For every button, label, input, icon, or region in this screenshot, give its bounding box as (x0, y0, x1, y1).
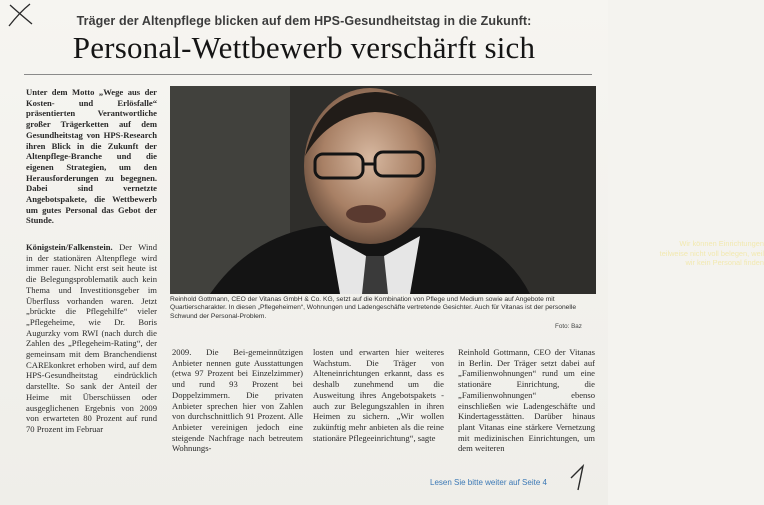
handwritten-page-number (565, 462, 595, 492)
article-column-2 (172, 347, 303, 477)
column-3-text: losten und erwarten hier weiteres Wachstum. Die Träger von Alteneinrichtungen erkannt, dass es deshalb zunehmend um die Ausweitung ihres Angebotspakets - auch zur Belegungszahlen in ihren Heimen zu sichern. „Wir wollen zukünftig mehr anbieten als die reine stationäre Pflegeeinrichtung“, sagte (313, 347, 444, 443)
lead-column (26, 87, 157, 237)
column-4-text: Reinhold Gottmann, CEO der Vitanas in Berlin. Der Träger setzt dabei auf „Familienwohnungen“ rund um eine stationäre Einrichtung, die „Familienwohnungen“ ebenso einschließen wie Ladengeschäfte und Kindertagesstätten. Darüber hinaus plant Vitanas eine stärkere Vernetzung mit medizinischen Einrichtungen, um dem weiteren (458, 347, 595, 454)
body-paragraph (26, 242, 157, 435)
headline-rule (24, 74, 592, 75)
page-number-text: 1 (565, 462, 566, 463)
article-kicker: Träger der Altenpflege blicken auf dem HPS-Gesundheitstag in die Zukunft: (76, 14, 532, 28)
dateline: Königstein/Falkenstein. (26, 242, 113, 252)
article-headline: Personal-Wettbewerb verschärft sich (72, 30, 536, 65)
article-column-1 (26, 242, 157, 470)
portrait-photo-image (170, 86, 596, 294)
lead-paragraph: Unter dem Motto „Wege aus der Kosten- und Erlösfalle“ präsentierten Verantwortliche großer Trägerketten auf dem Gesundheitstag von HPS-Research ihren Blick in die Zukunft der Altenpflege-Branche und die eigenen Strategien, um den Herausforderungen zu begegnen. Dabei sind vernetzte Angebotspakete, die Wettbewerb um gutes Personal das Gebot der Stunde. (26, 87, 157, 226)
column-2-text: 2009. Die Bei-gemeinnützigen Anbieter nennen gute Ausstattungen (etwa 97 Prozent bei Einzelzimmer) und rund 93 Prozent bei Doppelzimmern. Die privaten Anbieter sprechen hier von Zahlen von durchschnittlich 91 Prozent. Alle Anbieter vereinigen jedoch eine steigende Nachfrage nach betreutem Wohnungs- (172, 347, 303, 454)
article-column-3 (313, 347, 444, 477)
photo-caption: Reinhold Gottmann, CEO der Vitanas GmbH & Co. KG, setzt auf die Kombination von Pflege und Medium sowie auf Angebote mit Quartierscharakter. In diesen „Pflegeheimen“, Wohnungen und Ladengeschäfte vertretende Gesichter. Auch für Vitanas ist der personelle Schwund der Personal-Problem. (170, 296, 577, 320)
article-column-4 (458, 347, 595, 477)
portrait-photo (170, 86, 764, 294)
photo-quote: Wir können Einrichtungen teilweise nicht voll belegen, weil wir kein Personal finden (659, 239, 764, 268)
column-1-text: Der Wind in der stationären Altenpflege wird immer rauer. Nicht erst seit heute ist die Belegungsproblematik auch kein Thema und Investitionsgeber im Überfluss vorhanden waren. Jetzt „brückte die Pflegehilfe“ vieler „Pflegeheime, wie Dr. Boris Augurzky vom RWI (nach durch die Zahlen des „Pflegeheim-Rating“, der gemeinsam mit dem Branchendienst CAREkonkret erhoben wird, auf dem HPS-Gesundheitstag eindrücklich darstellte. So sank der Anteil der Heime mit Überschüssen oder ausgeglichenen Ergebnis von 2009 von erwarteten 80 Prozent auf rund 70 Prozent im Februar (26, 242, 157, 434)
photo-credit: Foto: Baz (555, 323, 582, 330)
continued-on-page-link[interactable]: Lesen Sie bitte weiter auf Seite 4 (430, 478, 547, 487)
